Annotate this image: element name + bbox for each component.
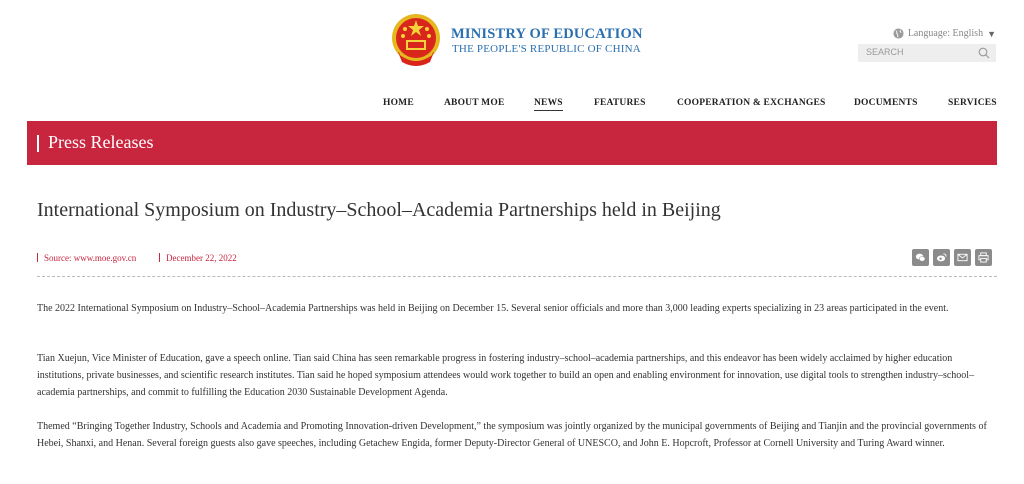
- article-date: [159, 253, 237, 263]
- article-paragraph: The 2022 International Symposium on Industry–School–Academia Partnerships was held in Beijing on December 15. Several senior officials and more than 3,000 leading experts specializing in 23 areas participated in the event.: [37, 303, 949, 314]
- national-emblem-icon: [390, 12, 442, 68]
- nav-news[interactable]: NEWS: [534, 98, 563, 111]
- nav-documents[interactable]: DOCUMENTS: [854, 98, 918, 108]
- nav-services[interactable]: SERVICES: [948, 98, 997, 108]
- nav-home[interactable]: HOME: [383, 98, 414, 108]
- meta-divider: [37, 276, 997, 277]
- source-text: Source: www.moe.gov.cn: [44, 253, 137, 263]
- article-paragraph: Themed “Bringing Together Industry, Schools and Academia and Promoting Innovation-driven Development,” the symposium was jointly organized by the municipal governments of Beijing and Tianjin and the provincial governments of Hebei, Shanxi, and Henan. Several foreign guests also gave speeches, including Getachew Engida, former Deputy-Director General of UNESCO, and John E. Hopcroft, Professor at Cornell University and Turing Award winner.: [37, 421, 987, 449]
- article-source: [37, 253, 136, 263]
- article-paragraph: Tian Xuejun, Vice Minister of Education, gave a speech online. Tian said China has seen remarkable progress in fostering industry–school–academia partnerships, and this endeavor has been widely acclaimed by higher education institutions, private businesses, and scientific research institutes. Tian said he hoped symposium attendees would work together to build an open and enabling environment for innovation, use digital tools to strengthen industry–school–academia partnerships, and commit to fulfilling the Education 2030 Sustainable Development Agenda.: [37, 353, 975, 398]
- nav-about-moe[interactable]: ABOUT MOE: [444, 98, 505, 108]
- search-box[interactable]: [858, 44, 996, 62]
- wechat-icon: [915, 252, 926, 263]
- globe-icon: [893, 28, 904, 39]
- search-icon[interactable]: [978, 47, 990, 59]
- article-headline: International Symposium on Industry–School–Academia Partnerships held in Beijing: [37, 199, 721, 221]
- main-nav: [0, 98, 1024, 112]
- print-share-button[interactable]: [975, 249, 992, 266]
- site-logo[interactable]: [390, 12, 660, 70]
- nav-features[interactable]: FEATURES: [594, 98, 646, 108]
- language-label: Language: English: [907, 28, 984, 39]
- org-title: MINISTRY OF EDUCATION: [451, 26, 643, 42]
- wechat-share-button[interactable]: [912, 249, 929, 266]
- chevron-down-icon: ▼: [987, 28, 996, 39]
- email-share-button[interactable]: [954, 249, 971, 266]
- weibo-icon: [936, 252, 947, 263]
- banner-title: Press Releases: [48, 132, 154, 152]
- weibo-share-button[interactable]: [933, 249, 950, 266]
- search-input[interactable]: SEARCH: [866, 47, 904, 57]
- banner-divider: [37, 135, 39, 152]
- email-icon: [957, 252, 968, 263]
- date-text: December 22, 2022: [166, 253, 237, 263]
- org-subtitle: THE PEOPLE'S REPUBLIC OF CHINA: [452, 43, 641, 55]
- section-banner: [27, 121, 997, 165]
- nav-cooperation-exchanges[interactable]: COOPERATION & EXCHANGES: [677, 98, 826, 108]
- print-icon: [978, 252, 989, 263]
- language-selector[interactable]: [893, 28, 996, 39]
